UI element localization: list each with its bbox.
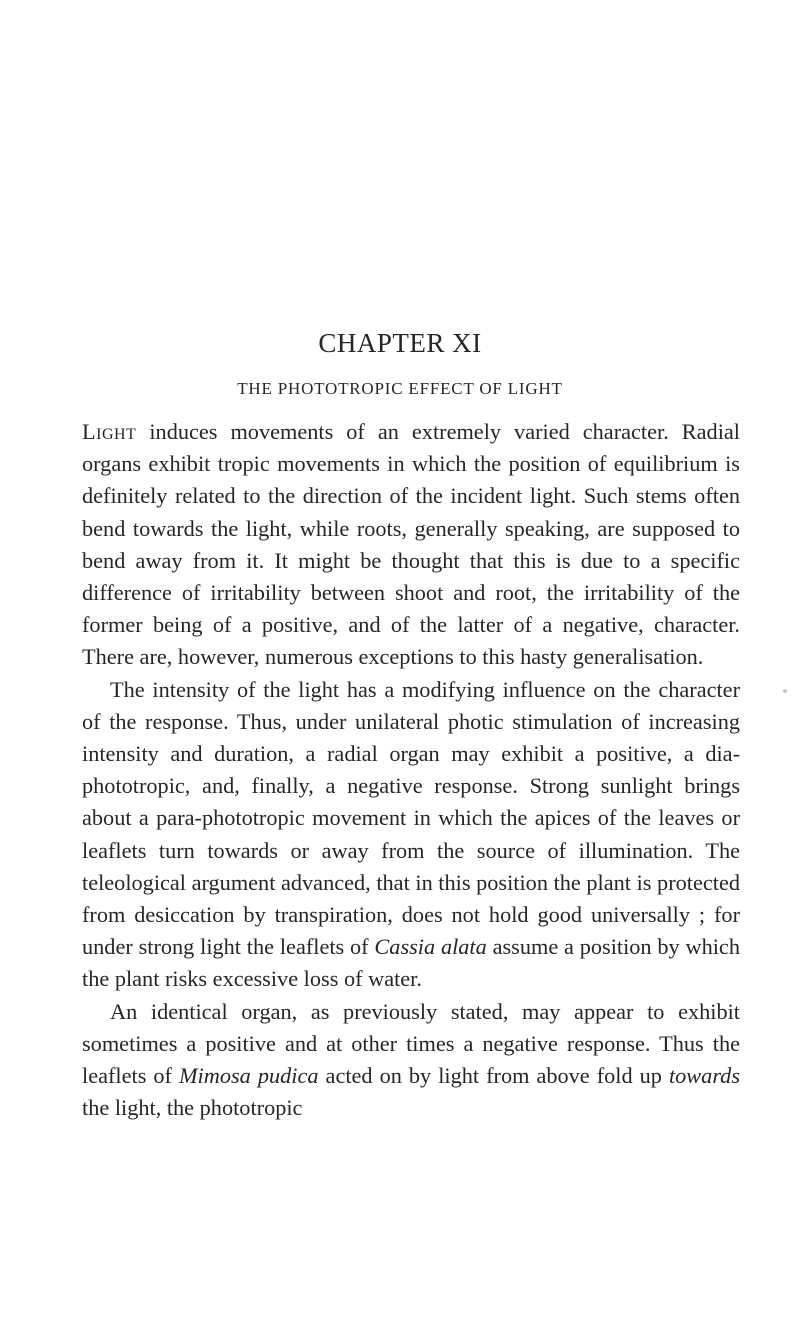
paragraph-2 — [82, 674, 740, 996]
paragraph-text: the light, the phototropic — [82, 1095, 303, 1121]
chapter-title: CHAPTER XI — [318, 328, 482, 358]
species-name: Cassia alata — [374, 934, 487, 960]
paragraph-text: assume a position by which the plant risks excessive loss of water. — [82, 934, 740, 992]
paragraph-3 — [82, 996, 740, 1125]
emphasis-word: towards — [668, 1063, 740, 1089]
paragraph-text: acted on by light from above fold up — [318, 1063, 669, 1089]
paper-speck — [783, 689, 787, 693]
chapter-subtitle: THE PHOTOTROPIC EFFECT OF LIGHT — [237, 379, 563, 398]
paragraph-text: An identical organ, as previously stated, may appear to exhibit sometimes a positive and at other times a negative response. Thus the leaflets of — [82, 998, 740, 1089]
paragraph-text: induces movements of an extremely varied character. Radial organs exhibit tropic movements in which the position of equilibrium is definitely related to the direction of the incident light. Such stems often bend towards the light, while roots, generally speaking, are supposed to bend away from it. It might be thought that this is due to a specific difference of irritability between shoot and root, the irritability of the former being of a positive, and of the latter of a negative, character. There are, however, numerous exceptions to this hasty generalisation. — [82, 419, 740, 670]
species-name: Mimosa pudica — [178, 1063, 319, 1089]
paragraph-1 — [82, 416, 740, 674]
paragraph-text: The intensity of the light has a modifying influence on the character of the response. Thus, under unilateral photic stimulation of increasing intensity and duration, a radial organ may exhibit a positive, a dia-phototropic, and, finally, a negative response. Strong sunlight brings about a para-phototropic movement in which the apices of the leaves or leaflets turn towards or away from the source of illumination. The teleological argument advanced, that in this position the plant is protected from desiccation by transpiration, does not hold good universally ; for under strong light the leaflets of — [82, 676, 740, 960]
body-text — [82, 416, 740, 1124]
paragraph-lead-word: Light — [82, 419, 137, 444]
